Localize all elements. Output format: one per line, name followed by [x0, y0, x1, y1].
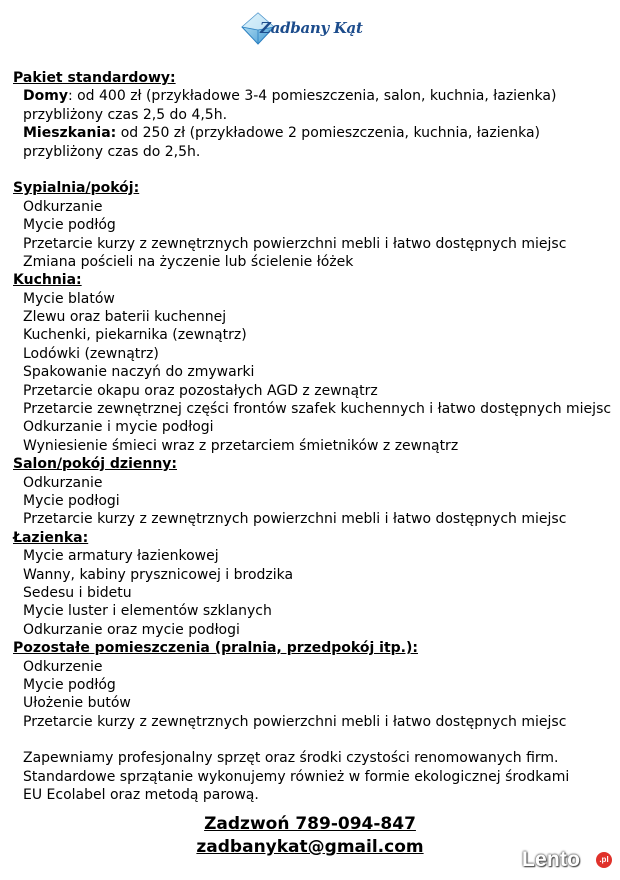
section-other-rooms	[13, 639, 613, 731]
list-item: Odkurzanie i mycie podłogi	[23, 419, 214, 436]
list-item: Sedesu i bidetu	[23, 584, 132, 601]
list-item: Wanny, kabiny prysznicowej i brodzika	[23, 566, 294, 583]
list-item: Mycie podłóg	[23, 676, 116, 693]
list-item: Mycie blatów	[23, 290, 115, 307]
list-item: Przetarcie kurzy z zewnętrznych powierzchni mebli i łatwo dostępnych miejsc	[23, 511, 567, 528]
section-heading: Kuchnia:	[13, 272, 82, 289]
apartments-line	[13, 124, 613, 142]
houses-text: : od 400 zł (przykładowe 3-4 pomieszczenia, salon, kuchnia, łazienka)	[67, 88, 557, 105]
apartments-text: od 250 zł (przykładowe 2 pomieszczenia, kuchnia, łazienka)	[116, 125, 540, 142]
apartments-label: Mieszkania:	[23, 125, 117, 142]
phone-cta[interactable]: Zadzwoń 789-094-847	[204, 814, 416, 834]
list-item: Odkurzanie oraz mycie podłogi	[23, 621, 240, 638]
company-logo	[238, 10, 363, 50]
section-bathroom	[13, 529, 613, 639]
closing-line: Zapewniamy profesjonalny sprzęt oraz środki czystości renomowanych firm.	[23, 750, 559, 767]
list-item: Przetarcie kurzy z zewnętrznych powierzchni mebli i łatwo dostępnych miejsc	[23, 713, 567, 730]
offer-content	[13, 69, 613, 805]
list-item: Zlewu oraz baterii kuchennej	[23, 309, 227, 326]
houses-label: Domy	[23, 88, 68, 105]
list-item: Odkurzanie	[23, 198, 103, 215]
section-living-room	[13, 455, 613, 529]
closing-line: Standardowe sprzątanie wykonujemy również w formie ekologicznej środkami	[23, 768, 570, 785]
section-kitchen	[13, 271, 613, 455]
section-heading: Salon/pokój dzienny:	[13, 456, 178, 473]
list-item: Ułożenie butów	[23, 695, 131, 712]
list-item: Mycie armatury łazienkowej	[23, 548, 219, 565]
list-item: Przetarcie kurzy z zewnętrznych powierzchni mebli i łatwo dostępnych miejsc	[23, 235, 567, 252]
closing-line: EU Ecolabel oraz metodą parową.	[23, 787, 259, 804]
list-item: Odkurzenie	[23, 658, 103, 675]
list-item: Mycie luster i elementów szklanych	[23, 603, 272, 620]
list-item: Mycie podłogi	[23, 492, 120, 509]
section-heading: Łazienka:	[13, 529, 89, 546]
list-item: Odkurzanie	[23, 474, 103, 491]
package-heading: Pakiet standardowy:	[13, 70, 176, 86]
list-item: Lodówki (zewnątrz)	[23, 345, 159, 362]
houses-time: przybliżony czas 2,5 do 4,5h.	[23, 106, 228, 123]
apartments-time: przybliżony czas do 2,5h.	[23, 143, 201, 160]
list-item: Spakowanie naczyń do zmywarki	[23, 364, 255, 381]
watermark-word: Lento	[522, 848, 581, 871]
houses-line	[13, 87, 613, 105]
watermark-suffix: .pl	[596, 852, 612, 868]
spacer	[13, 731, 613, 749]
section-heading: Sypialnia/pokój:	[13, 180, 140, 197]
section-bedroom	[13, 179, 613, 271]
list-item: Kuchenki, piekarnika (zewnątrz)	[23, 327, 247, 344]
list-item: Zmiana pościeli na życzenie lub ścielenie łóżek	[23, 253, 354, 270]
email-link[interactable]: zadbanykat@gmail.com	[196, 837, 424, 857]
logo-brand-text: Zadbany Kąt	[260, 19, 363, 37]
list-item: Wyniesienie śmieci wraz z przetarciem śmietników z zewnątrz	[23, 437, 459, 454]
section-heading: Pozostałe pomieszczenia (pralnia, przedpokój itp.):	[13, 640, 418, 657]
list-item: Mycie podłóg	[23, 217, 116, 234]
list-item: Przetarcie okapu oraz pozostałych AGD z zewnątrz	[23, 382, 378, 399]
lento-watermark	[522, 848, 614, 876]
spacer	[13, 161, 613, 179]
list-item: Przetarcie zewnętrznej części frontów szafek kuchennych i łatwo dostępnych miejsc	[23, 401, 612, 418]
